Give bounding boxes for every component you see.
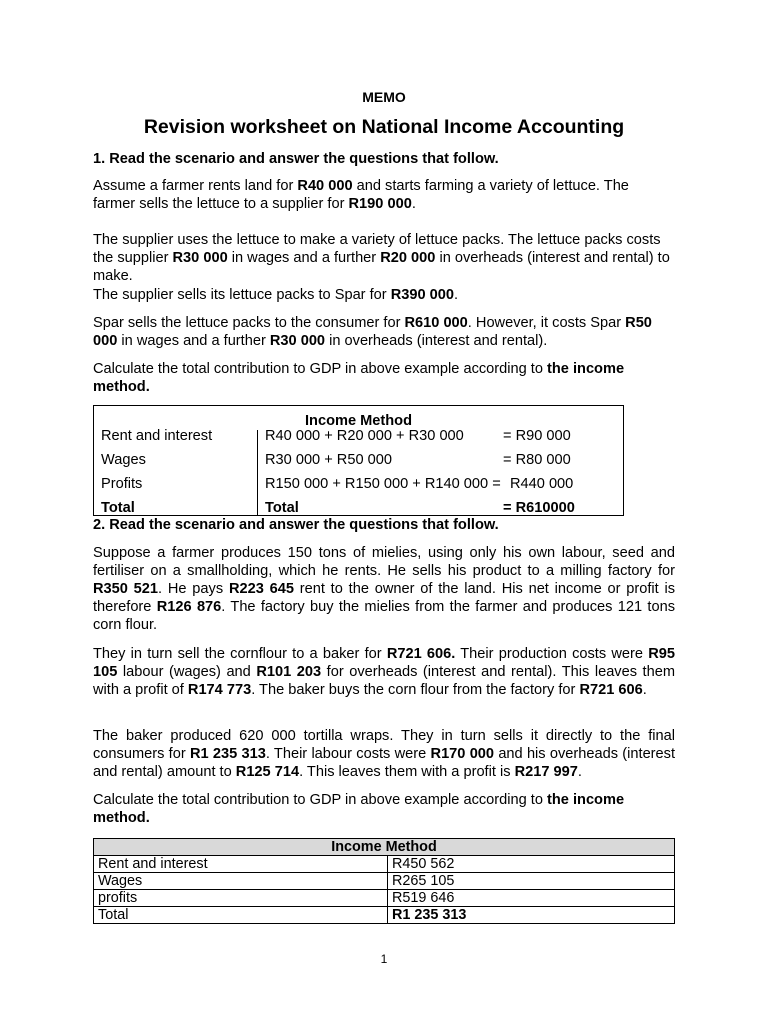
row-result: = R610000 [503, 500, 575, 516]
table-row [94, 475, 623, 493]
memo-label: MEMO [362, 89, 406, 105]
row-result: R440 000 [510, 476, 574, 492]
row-calculation: R30 000 + R50 000 [265, 452, 392, 468]
table-row [94, 890, 675, 907]
table-row [94, 427, 623, 445]
row-value: R519 646 [388, 890, 675, 907]
row-value: R1 235 313 [388, 907, 675, 924]
page-number: 1 [380, 952, 388, 966]
page-title: Revision worksheet on National Income Accounting [143, 116, 625, 138]
q1-paragraph-3: The supplier sells its lettuce packs to Spar for R390 000. [93, 287, 459, 303]
q1-heading: 1. Read the scenario and answer the questions that follow. [93, 151, 499, 167]
q1-paragraph-2: The supplier uses the lettuce to make a variety of lettuce packs. The lettuce packs costs the supplier R30 000 in wages and a further R20 000 in overheads (interest and rental) to make. [93, 232, 670, 284]
table-heading: Income Method [94, 839, 675, 856]
row-label: Wages [101, 452, 146, 468]
row-label: Wages [94, 873, 388, 890]
row-label: profits [94, 890, 388, 907]
q2-paragraph-3: The baker produced 620 000 tortilla wraps. They in turn sells it directly to the final consumers for R1 235 313. Their labour costs were R170 000 and his overheads (interest and rental) amount to R125 714. This leaves them with a profit is R217 997. [93, 728, 676, 780]
table-row-total [94, 499, 623, 517]
row-calculation: R40 000 + R20 000 + R30 000 [265, 428, 464, 444]
table-row [94, 451, 623, 469]
q1-instruction: Calculate the total contribution to GDP in above example according to the income method. [93, 361, 625, 395]
row-label: Total [94, 907, 388, 924]
row-label: Profits [101, 476, 143, 492]
table-row-total [94, 907, 675, 924]
row-label: Rent and interest [101, 428, 213, 444]
q1-paragraph-1: Assume a farmer rents land for R40 000 and starts farming a variety of lettuce. The farmer sells the lettuce to a supplier for R190 000. [93, 178, 629, 212]
row-label: Rent and interest [94, 856, 388, 873]
q2-instruction: Calculate the total contribution to GDP in above example according to the income method. [93, 792, 625, 826]
row-result: = R90 000 [503, 428, 571, 444]
table-row [94, 856, 675, 873]
row-calculation: Total [265, 500, 299, 516]
row-label: Total [101, 500, 135, 516]
q2-paragraph-2: They in turn sell the cornflour to a baker for R721 606. Their production costs were R95 105 labour (wages) and R101 203 for overheads (interest and rental). This leaves them with a profit of R174 773. The baker buys the corn flour from the factory for R721 606. [93, 646, 675, 698]
q2-paragraph-1: Suppose a farmer produces 150 tons of mielies, using only his own labour, seed and fertiliser on a smallholding, which he rents. He sells his product to a milling factory for R350 521. He pays R223 645 rent to the owner of the land. His net income or profit is therefore R126 876. The factory buy the mielies from the farmer and produces 121 tons corn flour. [93, 545, 676, 633]
table-row [94, 873, 675, 890]
income-method-table-2 [93, 838, 675, 924]
q1-paragraph-4: Spar sells the lettuce packs to the consumer for R610 000. However, it costs Spar R50 000 in wages and a further R30 000 in overheads (interest and rental). [93, 315, 652, 349]
income-method-table-1 [93, 405, 624, 516]
row-value: R265 105 [388, 873, 675, 890]
table-header-row [94, 839, 675, 856]
table-heading: Income Method [304, 413, 413, 429]
row-result: = R80 000 [503, 452, 571, 468]
q2-heading: 2. Read the scenario and answer the questions that follow. [93, 517, 499, 533]
row-value: R450 562 [388, 856, 675, 873]
row-calculation: R150 000 + R150 000 + R140 000 = [265, 476, 501, 492]
